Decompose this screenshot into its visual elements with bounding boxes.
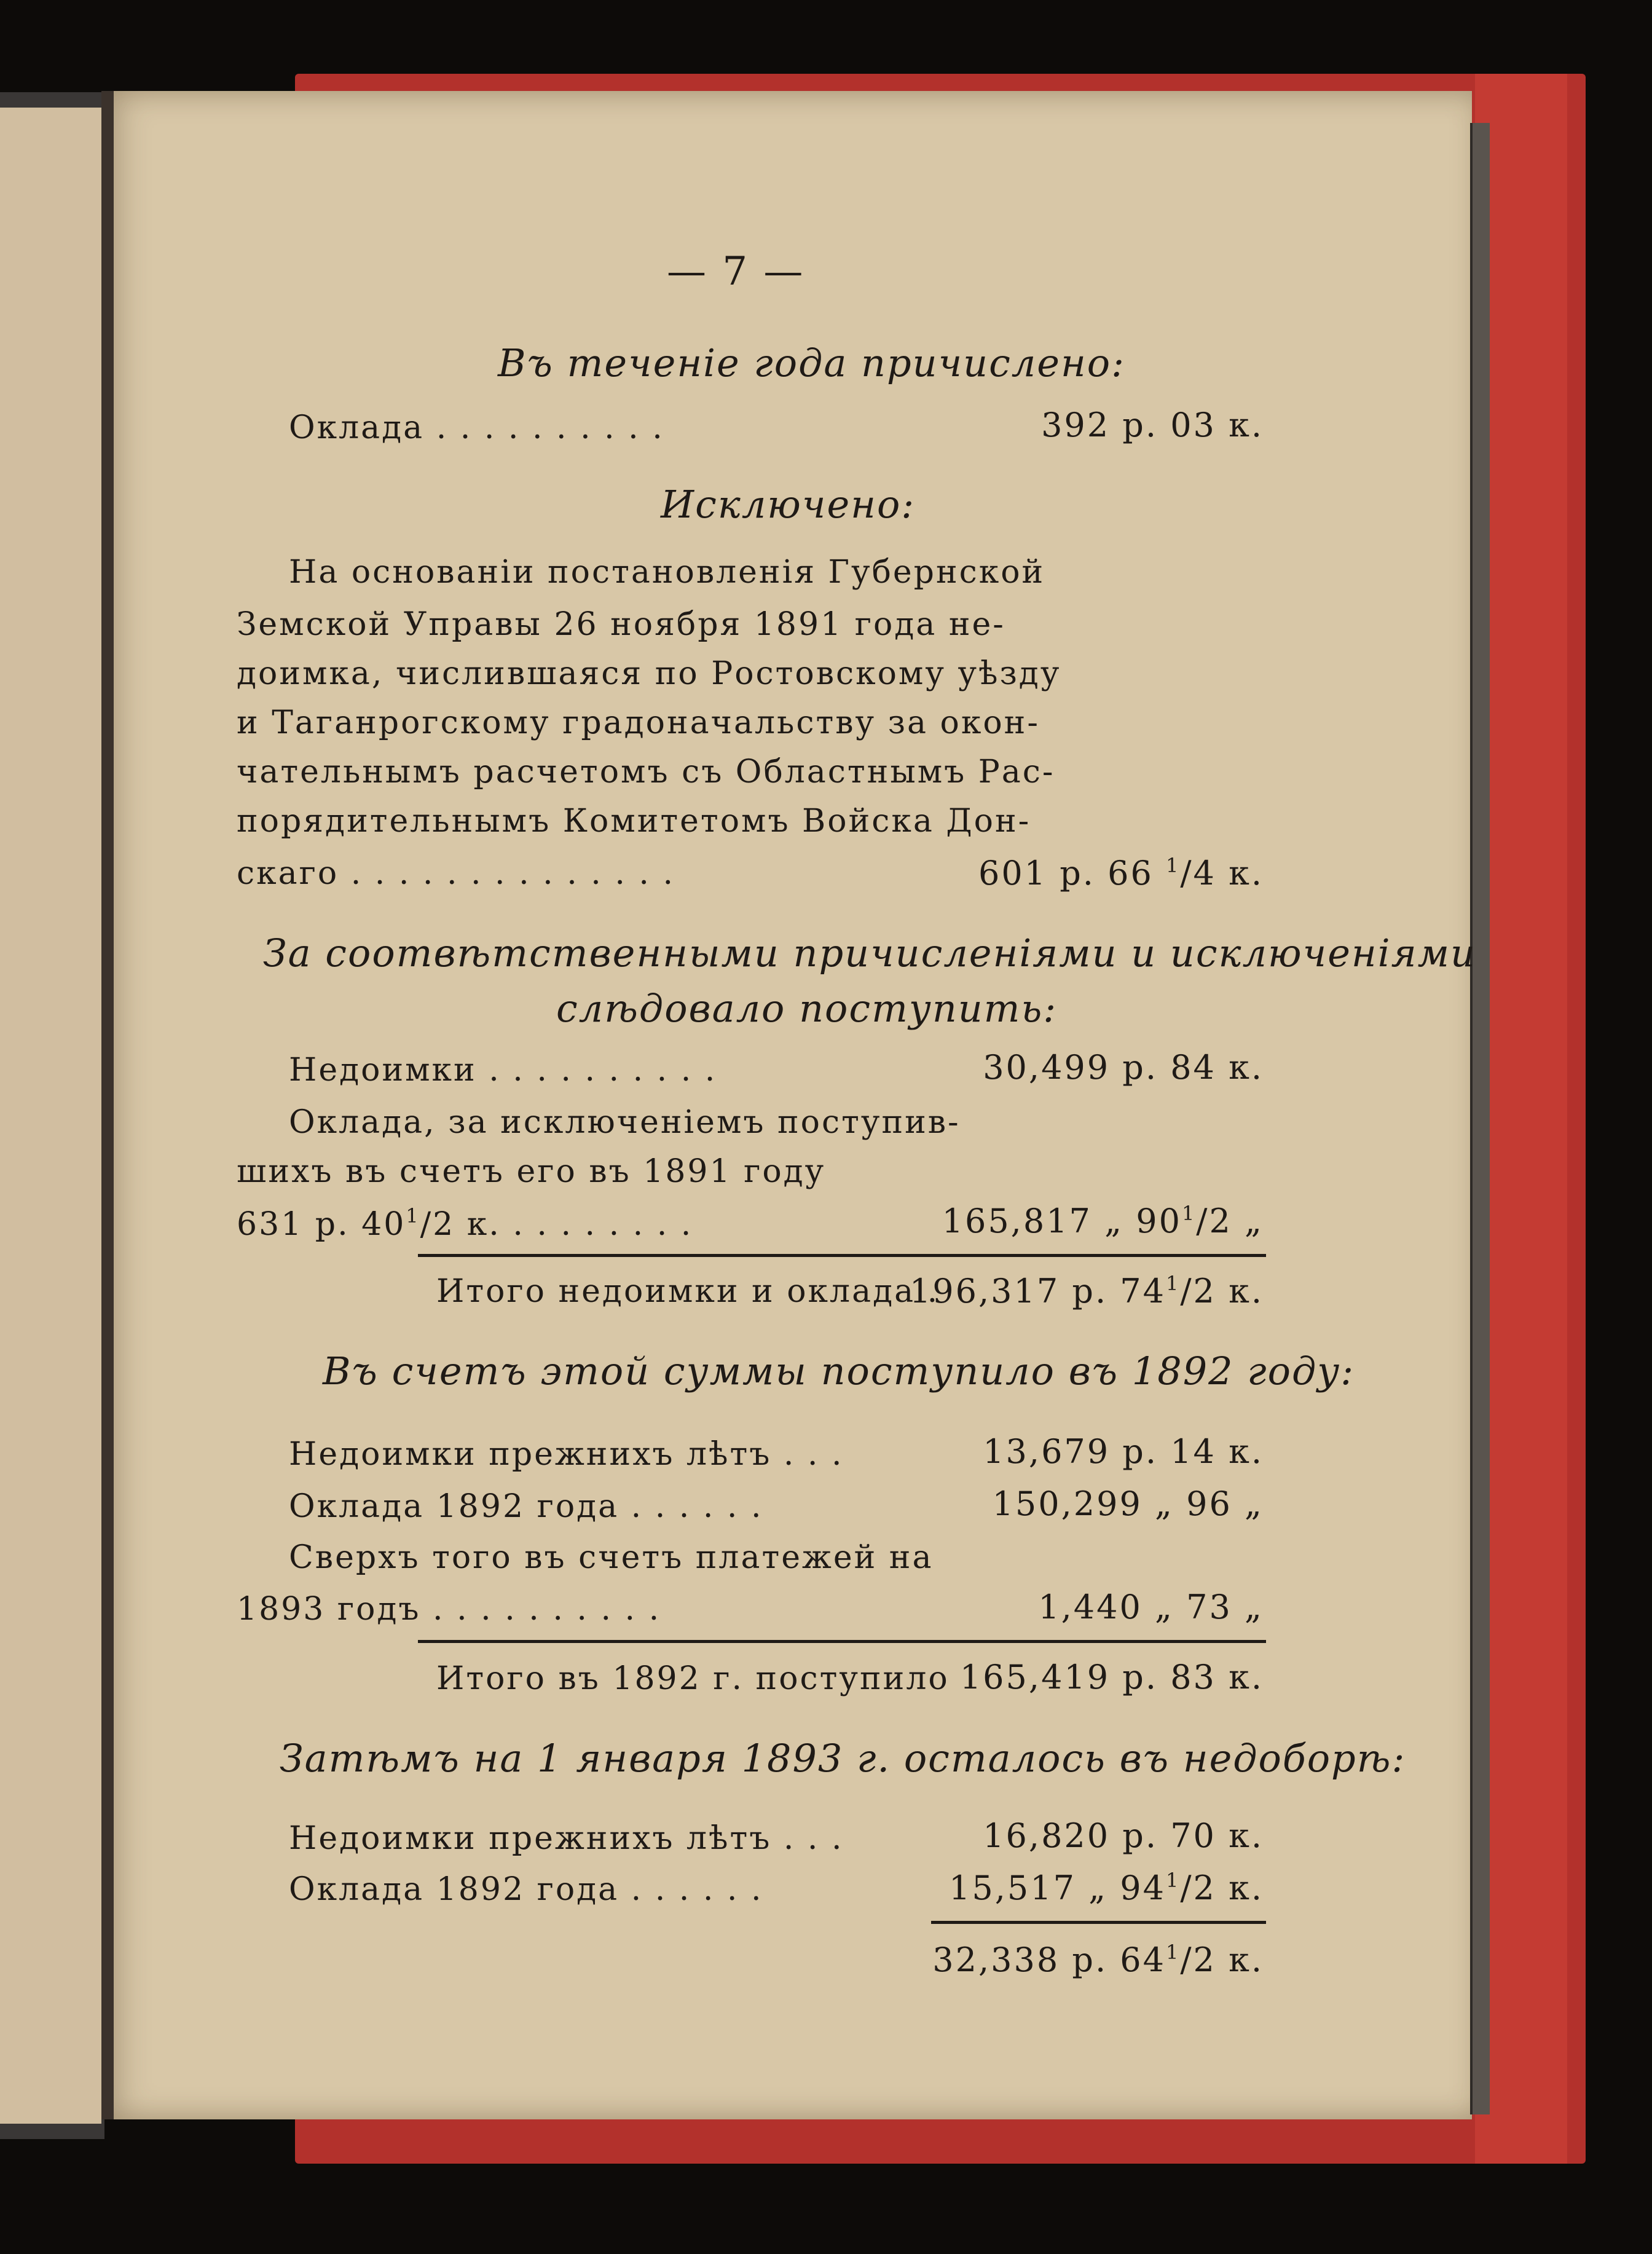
row-label-arrears-1892: Недоимки прежнихъ лѣтъ . . . [289, 1436, 844, 1473]
paragraph-line-3: доимка, числившаяся по Ростовскому уѣзду [237, 655, 1061, 692]
total-amount-due: 196,317 р. $74^1/2$ к. [909, 1272, 1264, 1310]
row-label-arrears-remaining: Недоимки прежнихъ лѣтъ . . . [289, 1820, 844, 1857]
paragraph-line-4: и Таганрогскому градоначальству за окон- [237, 704, 1040, 741]
paragraph-last-line: скаго . . . . . . . . . . . . . . [237, 855, 675, 892]
total-label-received: Итого въ 1892 г. поступило [436, 1660, 950, 1697]
row-amount-oklada: 392 р. 03 к. [1041, 406, 1264, 444]
section-heading-due-line-1: За соотвѣтственными причисленіями и исключеніями [263, 931, 1476, 975]
total-amount-outstanding: 32,338 р. $64^1/2$ к. [932, 1941, 1264, 1979]
row-label-oklada: Оклада . . . . . . . . . . [289, 409, 664, 446]
paragraph-line-1: На основаніи постановленія Губернской [289, 554, 1045, 591]
total-rule-1 [418, 1254, 1266, 1257]
left-page-sliver [0, 108, 101, 2124]
row3-line-2: 1893 годъ . . . . . . . . . . [237, 1591, 661, 1628]
paragraph-line-2: Земской Управы 26 ноября 1891 года не- [237, 606, 1005, 643]
section-heading-accrued: Въ теченіе года причислено: [498, 341, 1126, 385]
row-label-oklada-remaining: Оклада 1892 года . . . . . . [289, 1871, 763, 1908]
row-amount-oklada-1892: 150,299 „ 96 „ [992, 1484, 1264, 1523]
row-amount-arrears-remaining: 16,820 р. 70 к. [983, 1816, 1264, 1855]
page-number: — 7 — [667, 249, 805, 294]
row-amount-oklada-remaining: 15,517 „ $94^1/2$ к. [949, 1869, 1264, 1907]
page-gutter [101, 91, 114, 2119]
row2-amount: 165,817 „ $90^1/2$ „ [942, 1202, 1264, 1240]
section-heading-outstanding: Затѣмъ на 1 января 1893 г. осталось въ недоборѣ: [280, 1736, 1406, 1781]
total-rule-3 [931, 1921, 1266, 1924]
paragraph-line-6: порядительнымъ Комитетомъ Войска Дон- [237, 803, 1031, 840]
section-heading-excluded: Исключено: [661, 482, 916, 527]
row3-line-1: Сверхъ того въ счетъ платежей на [289, 1539, 934, 1576]
row2-last-line: 631 р. $40^1/2$ к. . . . . . . . . [237, 1204, 693, 1243]
row2-line-2: шихъ въ счетъ его въ 1891 году [237, 1153, 826, 1190]
total-rule-2 [418, 1640, 1266, 1643]
total-label-due: Итого недоимки и оклада . [436, 1273, 940, 1310]
row3-amount: 1,440 „ 73 „ [1038, 1588, 1264, 1626]
excluded-amount: 601 р. 66 $^1$/4 к. [978, 854, 1264, 893]
total-amount-received: 165,419 р. 83 к. [959, 1658, 1264, 1696]
section-heading-due-line-2: слѣдовало поступить: [556, 986, 1058, 1031]
row-amount-nedoimki: 30,499 р. 84 к. [983, 1048, 1264, 1087]
row-label-oklada-1892: Оклада 1892 года . . . . . . [289, 1488, 763, 1525]
paragraph-line-5: чательнымъ расчетомъ съ Областнымъ Рас- [237, 754, 1055, 790]
page-block-edge [1470, 123, 1490, 2114]
row2-line-1: Оклада, за исключеніемъ поступив- [289, 1104, 961, 1141]
row-amount-arrears-1892: 13,679 р. 14 к. [983, 1432, 1264, 1471]
row-label-nedoimki: Недоимки . . . . . . . . . . [289, 1052, 717, 1089]
section-heading-received-1892: Въ счетъ этой суммы поступило въ 1892 году: [323, 1349, 1355, 1393]
